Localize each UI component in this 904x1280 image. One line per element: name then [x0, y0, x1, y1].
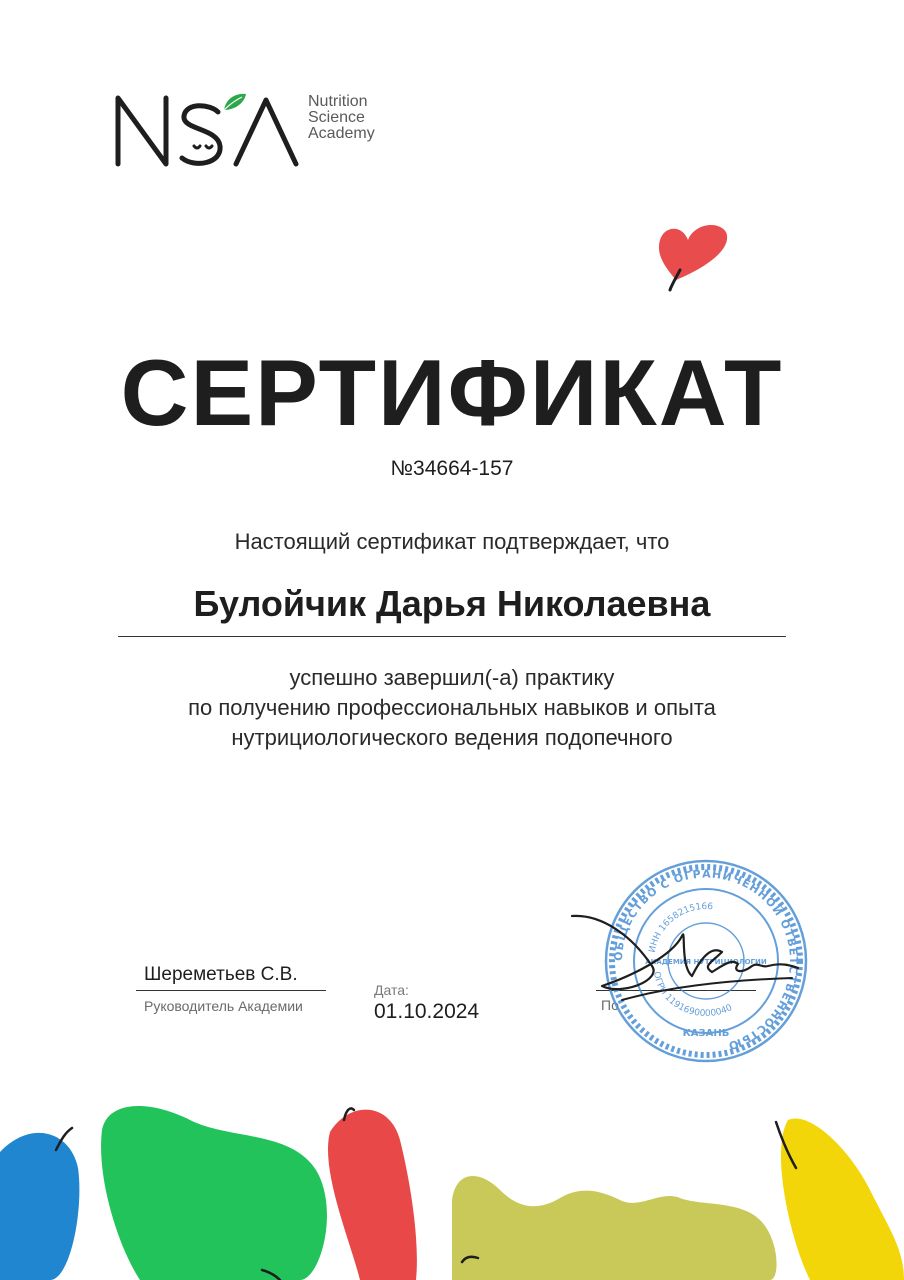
recipient-name: Булойчик Дарья Николаевна [118, 582, 786, 637]
achievement-description [0, 663, 904, 753]
logo-line: Science [308, 109, 365, 126]
seal-outer-text: ОБЩЕСТВО С ОГРАНИЧЕННОЙ ОТВЕТСТВЕННОСТЬЮ [611, 867, 801, 1053]
signatory-role: Руководитель Академии [144, 998, 303, 1014]
confirmation-text: Настоящий сертификат подтверждает, что [234, 529, 670, 554]
decorative-shapes [0, 1090, 904, 1280]
date-block [374, 982, 479, 1024]
signatory-block [136, 964, 326, 1014]
apple-leaf-icon [222, 92, 248, 112]
description-line: нутрициологического ведения подопечного [231, 725, 673, 750]
nsa-logo-mark [114, 92, 300, 170]
academy-logo-text [308, 94, 375, 142]
logo-line: Nutrition [308, 93, 368, 110]
date-label: Дата: [374, 982, 409, 998]
certificate-number: №34664-157 [390, 457, 514, 480]
date-value: 01.10.2024 [374, 1000, 480, 1023]
description-line: по получению профессиональных навыков и опыта [188, 695, 716, 720]
seal-center-text: АКАДЕМИЯ НУТРИЦИОЛОГИИ [645, 958, 767, 966]
certificate-title: СЕРТИФИКАТ [120, 340, 784, 445]
signatory-name: Шереметьев С.В. [136, 964, 326, 991]
handwritten-signature [562, 906, 802, 1016]
seal-ogrn: ОГРН 1191690000040 [651, 970, 734, 1020]
description-line: успешно завершил(-а) практику [289, 665, 615, 690]
seal-city: КАЗАНЬ [682, 1028, 730, 1039]
signature-label: По [601, 997, 619, 1013]
logo-line: Academy [308, 125, 375, 142]
seal-inn: ИНН 1658215166 [647, 901, 714, 954]
academy-logo [114, 92, 414, 172]
heart-icon [654, 218, 734, 294]
